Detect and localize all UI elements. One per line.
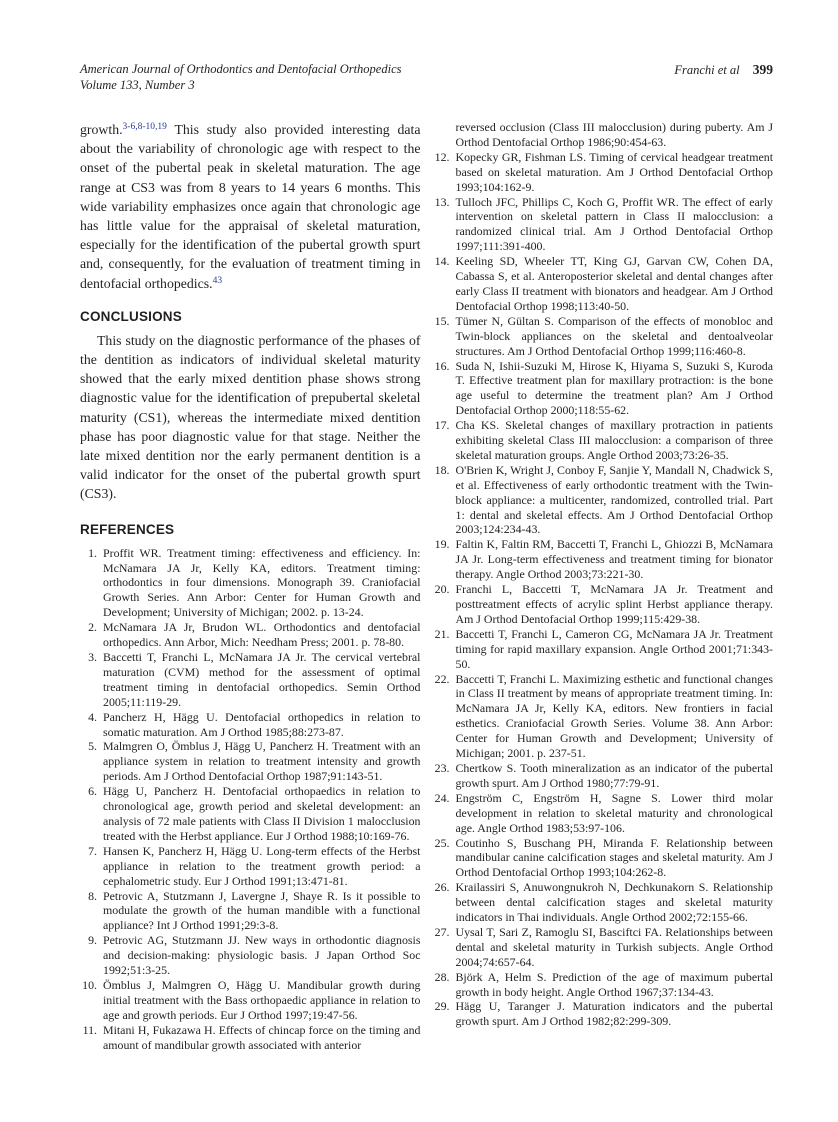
reference-text: Ömblus J, Malmgren O, Hägg U. Mandibular growth during initial treatment with the Bass orthopaedic appliance in relation to age and growth periods. Eur J Orthod 1997;19:47-56. [103,977,421,1022]
reference-item [433,359,774,419]
reference-number: 5. [88,739,97,754]
running-authors: Franchi et al [674,63,740,77]
reference-number: 25. [434,835,450,850]
reference-text: Chertkow S. Tooth mineralization as an indicator of the pubertal growth spurt. Am J Orthod 1980;77:79-91. [455,760,773,790]
reference-text: Faltin K, Faltin RM, Baccetti T, Franchi L, Ghiozzi B, McNamara JA Jr. Long-term effectiveness and treatment timing for bionator therapy. Angle Orthod 2003;73:221-30. [455,537,773,582]
reference-number: 1. [88,545,97,560]
reference-text: Baccetti T, Franchi L, McNamara JA Jr. The cervical vertebral maturation (CVM) method for the assessment of optimal treatment timing in dentofacial orthopedics. Semin Orthod 2005;11:119-29. [103,650,421,709]
reference-text: Björk A, Helm S. Prediction of the age of maximum pubertal growth in body height. Angle Orthod 1967;37:134-43. [455,969,773,999]
reference-item [433,463,774,538]
running-head-right [674,62,773,79]
reference-number: 28. [434,969,450,984]
reference-item [433,970,774,1000]
reference-text: Suda N, Ishii-Suzuki M, Hirose K, Hiyama S, Suzuki S, Kuroda T. Effective treatment plan for maxillary protraction: is the bone age useful to determine the treatment plan? Am J Orthod Dentofacial Orthop 2000;118:55-62. [455,358,773,418]
reference-text: Coutinho S, Buschang PH, Miranda F. Relationship between mandibular canine calcification stages and skeletal maturity. Am J Orthod Dentofacial Orthop 1993;104:262-8. [455,835,773,880]
reference-item [80,784,421,844]
journal-volume: Volume 133, Number 3 [80,77,195,92]
reference-item [80,739,421,784]
reference-number: 8. [88,888,97,903]
reference-item [80,620,421,650]
reference-text: Engström C, Engström H, Sagne S. Lower third molar development in relation to skeletal maturity and chronological age. Angle Orthod 1983;53:97-106. [455,790,773,835]
reference-item [80,1023,421,1053]
intro-lead: growth. [80,122,123,137]
reference-text: Malmgren O, Ömblus J, Hägg U, Pancherz H. Treatment with an appliance system in relation to treatment intensity and growth periods. Am J Orthod Dentofacial Orthop 1987;91:143-51. [103,739,421,784]
reference-text: McNamara JA Jr, Brudon WL. Orthodontics and dentofacial orthopedics. Ann Arbor, Mich: Needham Press; 2001. p. 78-80. [103,620,421,650]
reference-text: Tümer N, Gültan S. Comparison of the effects of monobloc and Twin-block appliances on the skeletal and dentoalveolar structures. Am J Orthod Dentofacial Orthop 1999;116:460-8. [455,313,773,358]
reference-number: 11. [82,1022,97,1037]
reference-text: Kopecky GR, Fishman LS. Timing of cervical headgear treatment based on skeletal maturation. Am J Orthod Dentofacial Orthop 1993;104:162-9. [455,149,773,194]
reference-text: Baccetti T, Franchi L, Cameron CG, McNamara JA Jr. Treatment timing for rapid maxillary expansion. Angle Orthod 2001;71:343-50. [455,626,773,671]
reference-item [433,314,774,359]
intro-paragraph [80,120,421,293]
reference-item [80,710,421,740]
reference-number: 15. [434,313,450,328]
reference-number: 24. [434,790,450,805]
reference-number: 19. [434,537,450,552]
reference-number: 29. [434,999,450,1014]
reference-number: 22. [434,671,450,686]
references-list-left [80,546,421,1053]
reference-continuation: reversed occlusion (Class III malocclusion) during puberty. Am J Orthod Dentofacial Orthop 1986;90:454-63. [455,120,773,149]
reference-item [433,761,774,791]
reference-item [80,978,421,1023]
reference-text: Keeling SD, Wheeler TT, King GJ, Garvan CW, Cohen DA, Cabassa S, et al. Anteroposterior skeletal and dental changes after early Class II treatment with bionators and headgear. Am J Orthod Dentofacial Orthop 1998;113:40-50. [455,254,773,313]
reference-number: 12. [434,149,450,164]
reference-text: Petrovic AG, Stutzmann JJ. New ways in orthodontic diagnosis and decision-making: physiologic basis. J Japan Orthod Soc 1992;51:3-25. [103,933,421,978]
conclusions-heading: CONCLUSIONS [80,308,182,324]
reference-text: Proffit WR. Treatment timing: effectiveness and efficiency. In: McNamara JA Jr, Kelly KA, editors. Treatment timing: orthodontics in four dimensions. Monograph 39. Craniofacial Growth Series. Ann Arbor: Center for Human Growth and Development; University of Michigan; 2002. p. 13-24. [103,545,421,620]
reference-number: 26. [434,880,450,895]
reference-item [80,844,421,889]
reference-item [80,933,421,978]
reference-item [433,880,774,925]
reference-text: Hägg U, Taranger J. Maturation indicators and the pubertal growth spurt. Am J Orthod 1982;82:299-309. [455,999,773,1029]
page-number: 399 [752,62,773,77]
reference-text: O'Brien K, Wright J, Conboy F, Sanjie Y, Mandall N, Chadwick S, et al. Effectiveness of early orthodontic treatment with the Twin-block appliance: a multicenter, randomized, controlled trial. Part 1: dental and skeletal effects. Am J Orthod Dentofacial Orthop 2003;124:234-43. [455,462,773,537]
reference-item [433,836,774,881]
reference-text: Uysal T, Sari Z, Ramoglu SI, Basciftci FA. Relationships between dental and skeletal maturity in Turkish subjects. Angle Orthod 2004;74:657-64. [455,924,773,969]
reference-text: Hägg U, Pancherz H. Dentofacial orthopaedics in relation to chronological age, growth period and skeletal development: an analysis of 72 male patients with Class II Division 1 malocclusion treated with the Herbst appliance. Eur J Orthod 1988;10:169-76. [103,784,421,843]
reference-item [433,418,774,463]
two-column-body [80,120,773,1052]
reference-item [433,791,774,836]
reference-number: 9. [88,933,97,948]
reference-text: Mitani H, Fukazawa H. Effects of chincap force on the timing and amount of mandibular growth associated with anterior [103,1022,421,1052]
reference-item [433,537,774,582]
reference-item [433,672,774,761]
reference-number: 21. [434,626,450,641]
reference-text: Pancherz H, Hägg U. Dentofacial orthopedics in relation to somatic maturation. Am J Orthod 1985;88:273-87. [103,709,421,739]
reference-item [80,546,421,621]
reference-number: 18. [434,462,450,477]
journal-title: American Journal of Orthodontics and Dentofacial Orthopedics [80,62,402,76]
references-heading: REFERENCES [80,521,175,537]
reference-number: 2. [88,620,97,635]
left-column [80,120,421,1052]
reference-number: 14. [434,254,450,269]
reference-number: 16. [434,358,450,373]
reference-number: 17. [434,418,450,433]
journal-header-block [80,62,402,93]
reference-text: Krailassiri S, Anuwongnukroh N, Dechkunakorn S. Relationship between dental calcification stages and skeletal maturity indicators in Thai individuals. Angle Orthod 2002;72:155-66. [455,880,773,925]
reference-text: Cha KS. Skeletal changes of maxillary protraction in patients exhibiting skeletal Class III malocclusion: a comparison of three skeletal maturation groups. Angle Orthod 2003;73:26-35. [455,418,773,462]
reference-number: 7. [88,843,97,858]
reference-number: 6. [88,784,97,799]
reference-item [433,925,774,970]
journal-page [80,62,773,1052]
reference-item [433,195,774,255]
reference-number: 13. [434,194,450,209]
reference-item [433,582,774,627]
reference-item [433,150,774,195]
reference-item [433,627,774,672]
reference-text: Hansen K, Pancherz H, Hägg U. Long-term effects of the Herbst appliance in relation to the treatment growth period: a cephalometric study. Eur J Orthod 1991;13:471-81. [103,843,421,888]
reference-number: 27. [434,924,450,939]
conclusions-paragraph: This study on the diagnostic performance of the phases of the dentition as indicators of individual skeletal maturity showed that the early mixed dentition phase shows strong diagnostic value for the identification of prepubertal skeletal maturity (CS1), whereas the intermediate mixed dentition phase has poor diagnostic value for that stage. Neither the late mixed dentition nor the early permanent dentition is a valid indicator for the onset of the pubertal growth spurt (CS3). [80,332,421,502]
reference-item [433,254,774,314]
intro-body: This study also provided interesting data about the variability of chronologic age with respect to the onset of the pubertal peak in skeletal maturation. The age range at CS3 was from 8 years to 14 years 6 months. This wide variability emphasizes once again that chronologic age has little value for the appraisal of skeletal maturation, especially for the identification of the pubertal growth spurt and, consequently, for the evaluation of treatment timing in dentofacial orthopedics. [80,122,421,291]
page-header [80,62,773,93]
citation-superscript[interactable]: 3-6,8-10,19 [122,122,167,132]
reference-number: 23. [434,760,450,775]
reference-item [433,999,774,1029]
right-column [433,120,774,1052]
reference-text: Petrovic A, Stutzmann J, Lavergne J, Shaye R. Is it possible to modulate the growth of the human mandible with a functional appliance? Int J Orthod 1991;29:3-8. [103,888,421,933]
reference-item [80,889,421,934]
reference-text: Tulloch JFC, Phillips C, Koch G, Proffit WR. The effect of early intervention on skeletal pattern in Class II malocclusion: a randomized clinical trial. Am J Orthod Dentofacial Orthop 1997;111:391-400. [455,194,773,254]
reference-number: 3. [88,650,97,664]
citation-superscript[interactable]: 43 [212,275,223,286]
reference-text: Franchi L, Baccetti T, McNamara JA Jr. Treatment and posttreatment effects of acrylic splint Herbst appliance therapy. Am J Orthod Dentofacial Orthop 1999;115:429-38. [455,582,773,626]
reference-number: 10. [82,977,97,992]
reference-number: 20. [434,582,450,597]
reference-number: 4. [88,709,97,724]
reference-item [80,650,421,710]
reference-text: Baccetti T, Franchi L. Maximizing esthetic and functional changes in Class II treatment by means of appropriate treatment timing. In: McNamara JA Jr, Kelly KA, editors. New frontiers in facial esthetics. Craniofacial Growth Series. Volume 38. Ann Arbor: Center for Human Growth and Development; University of Michigan; 2001. p. 237-51. [455,671,773,761]
references-list-right [433,150,774,1029]
